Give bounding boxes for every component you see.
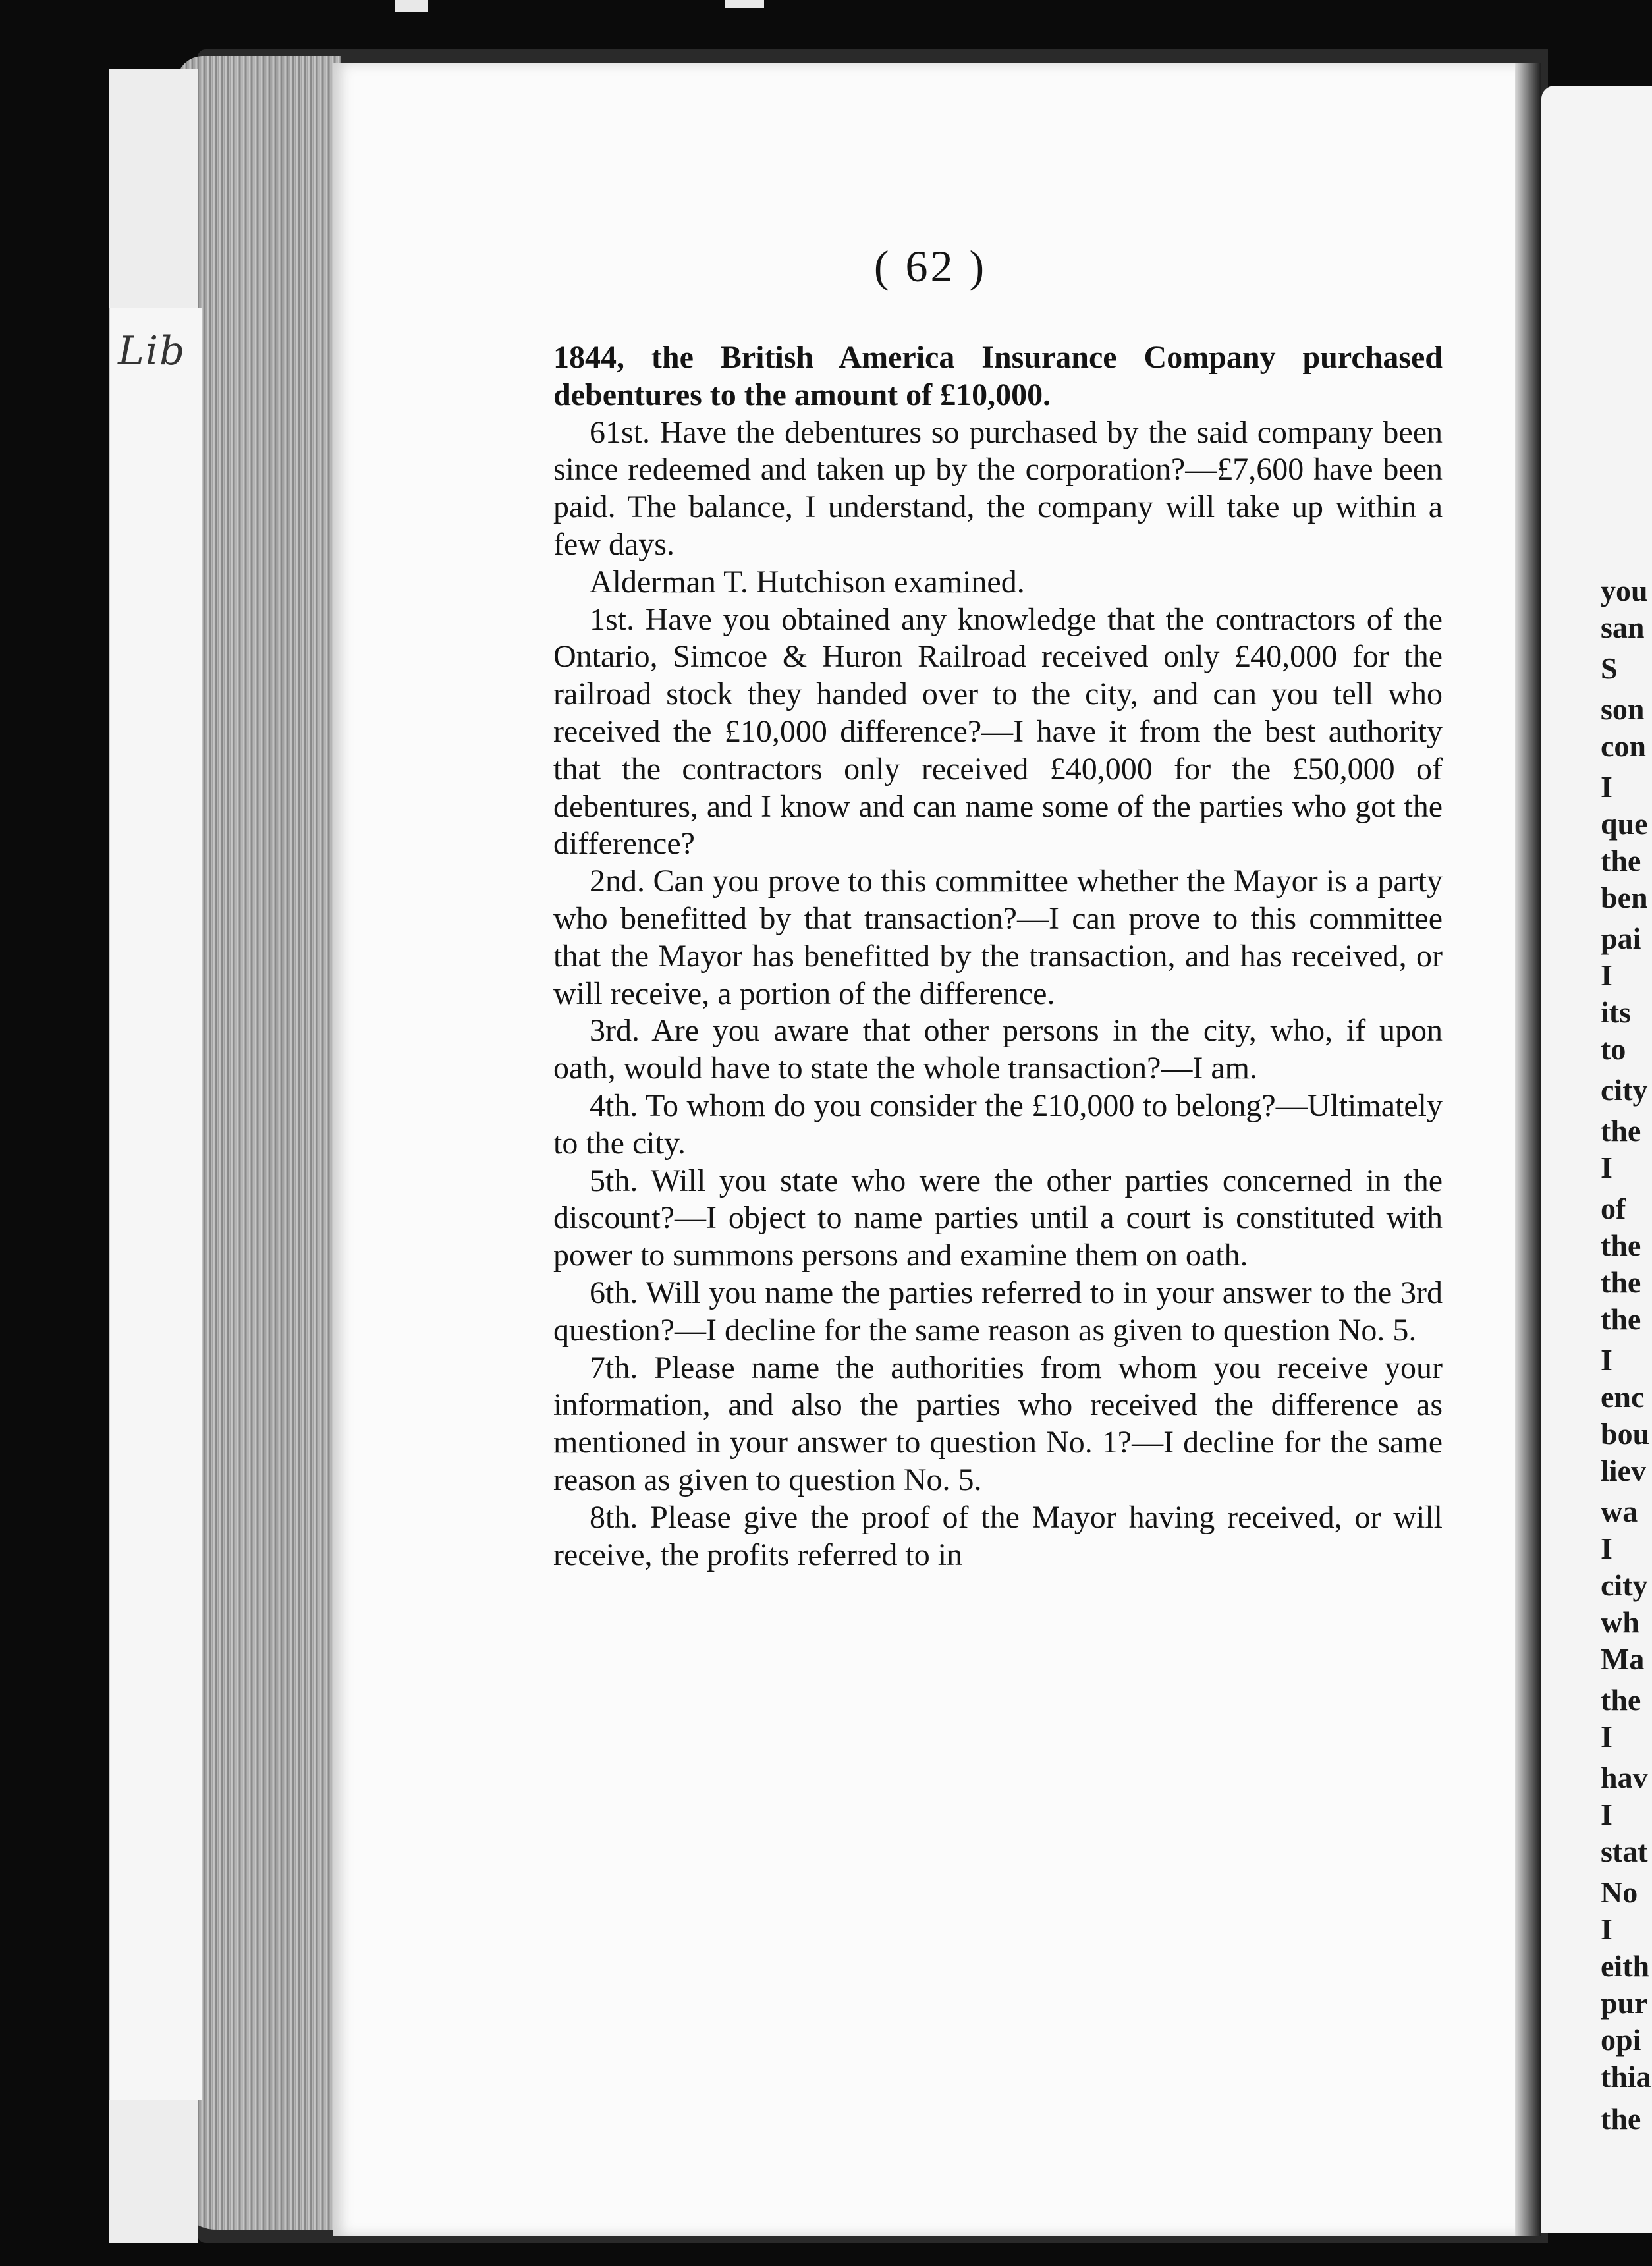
facing-page-fragment: san (1601, 611, 1645, 644)
facing-page-fragment: you (1601, 574, 1648, 607)
paragraph: 2nd. Can you prove to this committee whether the Mayor is a party who benefitted by that transaction?—I can prove to this committee that the Mayor has benefitted by the transaction, and has received, or will receive, a portion of the difference. (553, 864, 1443, 1011)
paragraph: 61st. Have the debentures so purchased by the said company been since redeemed and taken up by the corporation?—£7,600 have been paid. The balance, I understand, the company will take up within a few days. (553, 414, 1443, 562)
facing-page-fragment: I (1601, 1343, 1612, 1377)
paragraph: Alderman T. Hutchison examined. (590, 564, 1025, 599)
facing-page-fragment: the (1601, 1683, 1641, 1717)
facing-page-fragment: I (1601, 1912, 1612, 1946)
facing-page-fragment: wh (1601, 1605, 1639, 1639)
facing-page-fragment: Ma (1601, 1642, 1645, 1676)
facing-page-fragment: city (1601, 1073, 1648, 1107)
facing-page-fragment: I (1601, 770, 1612, 804)
facing-page-fragment: enc (1601, 1380, 1645, 1414)
page-number: ( 62 ) (873, 241, 987, 291)
library-label: Lib (118, 328, 186, 374)
facing-page-fragment: hav (1601, 1761, 1648, 1794)
facing-page-fragment: I (1601, 1798, 1612, 1831)
paragraph: 1st. Have you obtained any knowledge that the contractors of the Ontario, Simcoe & Huron Railroad received only £40,000 for the railroad stock they handed over to the city, and can you tell who received the £10,000 difference?—I have it from the best authority that the contractors only received £40,000 for the £50,000 of debentures, and I know and can name some of the parties who got the difference? (553, 601, 1443, 862)
facing-page-fragment: its (1601, 995, 1631, 1029)
facing-page-fragment: the (1601, 1114, 1641, 1147)
main-page (333, 63, 1528, 2236)
facing-page-fragment: wa (1601, 1495, 1638, 1528)
facing-page (1541, 86, 1652, 2233)
facing-page-fragment: the (1601, 844, 1641, 877)
facing-page-fragment: liev (1601, 1454, 1646, 1487)
facing-page-fragment: pai (1601, 922, 1641, 955)
library-tab (109, 308, 202, 2100)
paragraph: 8th. Please give the proof of the Mayor having received, or will receive, the profits referred to in (553, 1499, 1443, 1572)
scan-artifact (395, 0, 428, 12)
paragraph: 7th. Please name the authorities from whom you receive your information, and also the parties who received the difference as mentioned in your answer to question No. 1?—I decline for the same reason as given to question No. 5. (553, 1350, 1443, 1497)
facing-page-fragment: I (1601, 958, 1612, 992)
facing-page-fragment: city (1601, 1568, 1648, 1602)
paragraph: 5th. Will you state who were the other parties concerned in the discount?—I object to name parties until a court is constituted with power to summons persons and examine them on oath. (553, 1163, 1443, 1273)
facing-page-fragment: pur (1601, 1986, 1648, 2020)
facing-page-fragment: ben (1601, 881, 1648, 914)
paragraph: 4th. To whom do you consider the £10,000 to belong?—Ultimately to the city. (553, 1088, 1443, 1161)
paragraph: 1844, the British America Insurance Company purchased debentures to the amount of £10,000. (553, 340, 1443, 412)
facing-page-fragment: stat (1601, 1835, 1648, 1868)
facing-page-fragment: the (1601, 1229, 1641, 1262)
facing-page-fragment: I (1601, 1151, 1612, 1184)
facing-page-fragment: I (1601, 1720, 1612, 1754)
paragraph: 6th. Will you name the parties referred to in your answer to the 3rd question?—I decline for the same reason as given to question No. 5. (553, 1275, 1443, 1348)
page-text (553, 339, 1443, 1574)
facing-page-fragment: to (1601, 1032, 1626, 1066)
facing-page-fragment: bou (1601, 1417, 1650, 1451)
facing-page-fragment: eith (1601, 1949, 1650, 1983)
facing-page-fragment: que (1601, 807, 1648, 841)
paragraph: 3rd. Are you aware that other persons in the city, who, if upon oath, would have to state the whole transaction?—I am. (553, 1013, 1443, 1086)
facing-page-fragment: S (1601, 651, 1618, 685)
facing-page-fragment: con (1601, 729, 1646, 763)
facing-page-fragment: No (1601, 1875, 1638, 1909)
facing-page-fragment: son (1601, 692, 1645, 726)
facing-page-fragment: I (1601, 1532, 1612, 1565)
facing-page-fragment: opi (1601, 2023, 1641, 2057)
facing-page-fragment: the (1601, 2102, 1641, 2136)
book-gutter (1515, 63, 1541, 2236)
scan-artifact (725, 0, 764, 8)
facing-page-fragment: thia (1601, 2060, 1651, 2093)
facing-page-fragment: of (1601, 1192, 1626, 1225)
facing-page-fragment: the (1601, 1265, 1641, 1299)
facing-page-fragment: the (1601, 1302, 1641, 1336)
